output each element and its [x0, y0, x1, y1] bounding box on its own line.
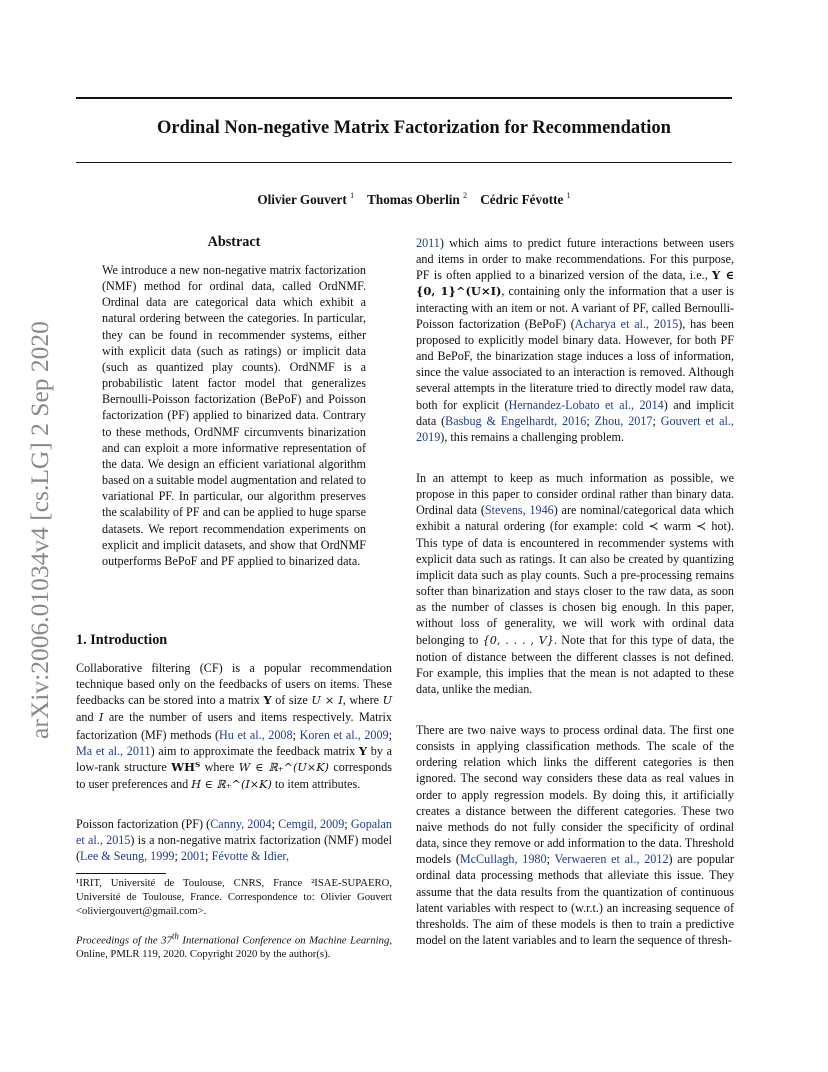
- text-run: ) and implicit data (: [416, 397, 734, 428]
- math-matrix-y: Y: [263, 693, 272, 708]
- text-run: ;: [292, 727, 300, 742]
- citation-link[interactable]: Cemgil, 2009: [278, 817, 345, 831]
- math-whT: WHᵀ: [171, 759, 201, 774]
- author-list: [76, 191, 752, 208]
- author-affiliation: 1: [566, 191, 571, 200]
- paper-title: Ordinal Non-negative Matrix Factorization for Recommendation: [157, 118, 671, 138]
- math-u: U: [382, 694, 393, 708]
- text-run: There are two naive ways to process ordinal data. The first one consists in applying classification methods. The scale of the ordering relation which links the different categories is then ignored. The second way considers these data as real values in order to apply regression models. By doing this, it artificially creates a distance between the different categories. These two naive methods do not fully consider the specificity of ordinal data, since they remove or add information to the data. Threshold models (: [416, 723, 734, 867]
- author-name: Thomas Oberlin: [367, 192, 460, 207]
- math-w-def: W ∈ ℝ₊^(U×K): [238, 760, 329, 774]
- text-run: ;: [174, 849, 181, 864]
- text-run: and: [76, 710, 99, 725]
- text-run: of size: [271, 693, 312, 708]
- citation-link[interactable]: Basbug & Engelhardt, 2016: [445, 413, 587, 428]
- text-run: ) are popular ordinal data processing methods that alleviate this issue. They assume that the data results from the quantization of continuous latent variables with respect to (w.r.t.) an increasing sequence of thresholds. The aim of these models is then to train a predictive model on the latent variables and to learn the sequence of thresh-: [416, 852, 734, 948]
- text-run: ;: [388, 727, 392, 742]
- citation-link[interactable]: Hu et al., 2008: [219, 727, 293, 742]
- text-run: ) are nominal/categorical data which exhibit a natural ordering (for example: cold ≺ warm ≺ hot). This type of data is encountered in recommender systems with explicit data such as ratings. It can also be created by quantizing implicit data such as play counts. Such a pre-processing remains softer than binarization and stays closer to the raw data, as soon as the number of classes is chosen big enough. In this paper, without loss of generality, we will work with ordinal data belonging to: [416, 503, 734, 647]
- text-run: , containing only the information that a user is interacting with an item or not. A variant of PF, called Bernoulli-Poisson factorization (BePoF) (: [416, 284, 734, 331]
- citation-link[interactable]: 2001: [180, 849, 206, 864]
- text-run: ;: [205, 849, 212, 864]
- citation-link[interactable]: McCullagh, 1980: [459, 852, 547, 867]
- citation-link[interactable]: Stevens, 1946: [484, 503, 554, 518]
- math-size: U × I: [311, 694, 343, 708]
- citation-link[interactable]: 2011: [416, 236, 440, 250]
- text-run: ), this remains a challenging problem.: [440, 429, 625, 444]
- title-top-rule: [76, 97, 732, 99]
- arxiv-stamp: arXiv:2006.01034v4 [cs.LG] 2 Sep 2020: [25, 321, 54, 739]
- text-run: th: [171, 931, 179, 941]
- text-run: Proceedings of the 37: [76, 934, 172, 947]
- text-run: In an attempt to keep as much information as possible, we propose in this paper to consider ordinal rather than binary data. Ordinal data (: [416, 471, 734, 518]
- citation-link[interactable]: Koren et al., 2009: [299, 727, 389, 742]
- footnote-rule: [76, 873, 166, 874]
- intro-paragraph-2: [76, 816, 392, 864]
- text-run: ;: [586, 413, 595, 428]
- citation-link[interactable]: Gouvert et al., 2019: [416, 413, 734, 444]
- text-run: ;: [546, 852, 555, 867]
- text-run: , where: [342, 693, 383, 708]
- citation-link[interactable]: Canny, 2004: [210, 817, 272, 831]
- right-paragraph-3: [416, 722, 734, 948]
- citation-link[interactable]: Acharya et al., 2015: [574, 316, 679, 331]
- text-run: . Note that for this type of data, the notion of distance between the different classes is not defined. For example, this implies that the mean is not adapted to these data, unlike the median.: [416, 632, 734, 697]
- text-run: ) which aims to predict future interactions between users and items in order to make recommendations. For this purpose, PF is often applied to a binarized version of the data, i.e.,: [416, 236, 734, 283]
- citation-link[interactable]: Zhou, 2017: [594, 413, 653, 428]
- math-h-def: H ∈ ℝ₊^(I×K): [191, 778, 272, 792]
- citation-link[interactable]: Ma et al., 2011: [76, 743, 151, 758]
- math-matrix-y: Y: [358, 743, 368, 758]
- author-affiliation: 1: [350, 191, 355, 200]
- text-run: Collaborative filtering (CF) is a popular recommendation technique based only on the feedbacks of users on items. These feedbacks can be stored into a matrix: [76, 661, 392, 708]
- text-run: International Conference on Machine Learning: [178, 934, 390, 947]
- author-name: Olivier Gouvert: [257, 192, 347, 207]
- text-run: ;: [652, 413, 661, 428]
- text-run: ;: [271, 817, 279, 831]
- text-run: Poisson factorization (PF) (: [76, 817, 211, 831]
- text-run: ) is a non-negative matrix factorization (NMF) model (: [76, 833, 392, 864]
- footnote-proceedings: [76, 930, 392, 962]
- text-run: to item attributes.: [271, 777, 361, 792]
- citation-link[interactable]: Hernandez-Lobato et al., 2014: [508, 397, 664, 412]
- math-ordinal-set: {0, . . . , V}: [482, 633, 554, 647]
- text-run: ;: [344, 817, 351, 831]
- right-paragraph-1: [416, 235, 734, 445]
- title-bottom-rule: [76, 162, 732, 163]
- author-affiliation: 2: [463, 191, 468, 200]
- abstract-heading: Abstract: [207, 234, 261, 250]
- text-run: ), has been proposed to explicitly model binary data. However, for both PF and BePoF, the binarization stage induces a loss of information, since the value associated to an interaction is removed. Although several attempts in the literature tried to directly model raw data, both for explicit (: [416, 316, 734, 412]
- footnote-affiliations: ¹IRIT, Université de Toulouse, CNRS, France ²ISAE-SUPAERO, Université de Toulouse, France. Correspondence to: Olivier Gouvert <oliviergouvert@gmail.com>.: [76, 877, 392, 917]
- text-run: are the number of users and items respectively. Matrix factorization (MF) methods (: [76, 710, 392, 742]
- citation-link[interactable]: Verwaeren et al., 2012: [554, 852, 669, 867]
- text-run: where: [200, 759, 239, 774]
- citation-link[interactable]: Gopalan et al., 2015: [76, 817, 392, 848]
- intro-paragraph-1: [76, 660, 392, 793]
- author-name: Cédric Févotte: [480, 192, 564, 207]
- text-run: by a low-rank structure: [76, 743, 392, 774]
- text-run: , Online, PMLR 119, 2020. Copyright 2020 by the author(s).: [76, 934, 392, 961]
- text-run: corresponds to user preferences and: [76, 759, 393, 792]
- right-paragraph-2: [416, 470, 734, 697]
- section-heading-introduction: 1. Introduction: [76, 632, 168, 648]
- abstract-text: We introduce a new non-negative matrix factorization (NMF) method for ordinal data, called OrdNMF. Ordinal data are categorical data which exhibit a natural ordering between the categories. In particular, they can be found in recommender systems, either with explicit data (such as ratings) or implicit data (such as quantized play counts). OrdNMF is a probabilistic latent factor model that generalizes Bernoulli-Poisson factorization (BePoF) and Poisson factorization (PF) applied to binarized data. Contrary to these methods, OrdNMF circumvents binarization and can exploit a more informative representation of the data. We design an efficient variational algorithm based on a suitable model augmentation and related to variational PF. In particular, our algorithm preserves the scalability of PF and can be applied to huge sparse datasets. We report recommendation experiments on explicit and implicit datasets, and show that OrdNMF outperforms BePoF and PF applied to binarized data.: [102, 263, 366, 568]
- math-binary-y: Y ∈ {0, 1}^(U×I): [416, 268, 734, 299]
- text-run: ) aim to approximate the feedback matrix: [150, 743, 359, 758]
- math-i: I: [98, 711, 104, 725]
- citation-link[interactable]: Févotte & Idier,: [211, 849, 289, 864]
- citation-link[interactable]: Lee & Seung, 1999: [80, 849, 175, 864]
